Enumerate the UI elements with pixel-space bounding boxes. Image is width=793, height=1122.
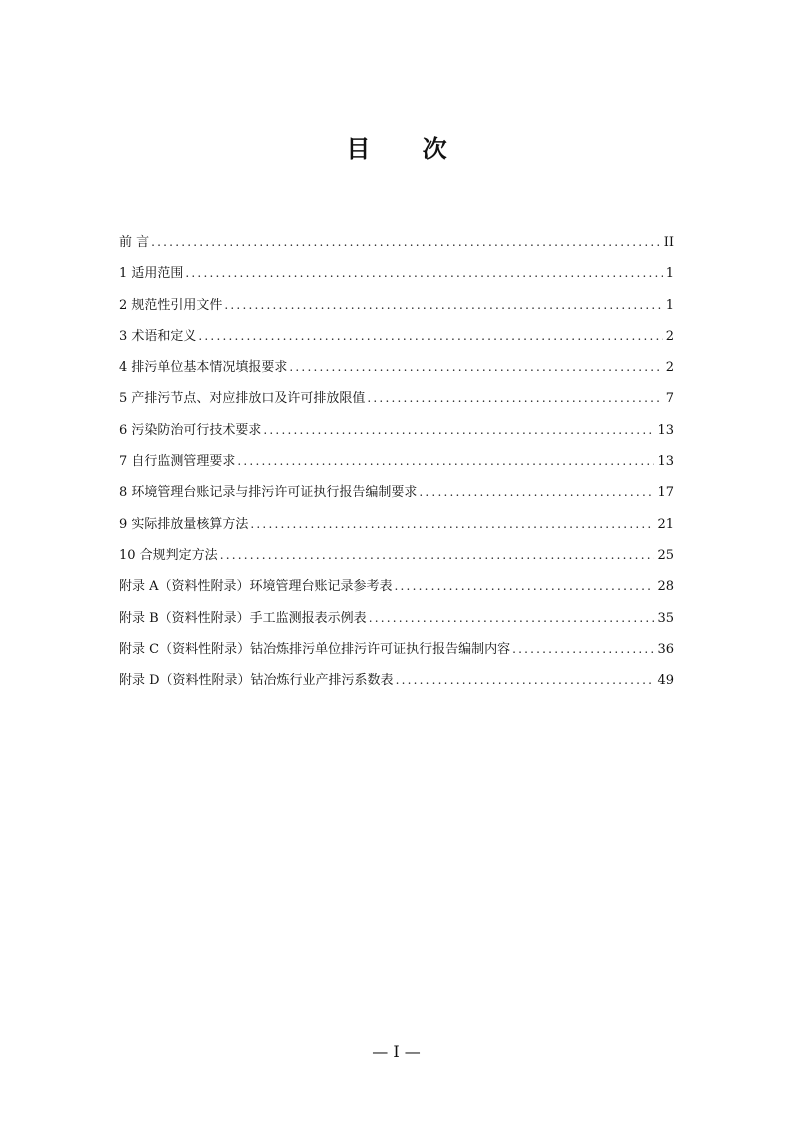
- toc-entry-label: 4 排污单位基本情况填报要求: [119, 360, 288, 376]
- toc-dot-leader: [237, 451, 654, 471]
- toc-entry-foreword[interactable]: [119, 232, 674, 263]
- toc-entry-label: 7 自行监测管理要求: [119, 454, 236, 470]
- toc-page-number: 21: [657, 516, 674, 532]
- toc-page-number: 28: [657, 579, 674, 595]
- toc-dot-leader: [419, 482, 654, 502]
- page-number-footer: — I —: [372, 1042, 421, 1061]
- toc-page-number: 17: [657, 485, 674, 501]
- toc-page-number: 7: [665, 391, 674, 407]
- toc-entry-label: 3 术语和定义: [119, 328, 197, 344]
- toc-entry-label: 前 言: [119, 235, 150, 250]
- toc-entry-compliance-determination[interactable]: [119, 545, 674, 576]
- toc-dot-leader: [198, 326, 662, 346]
- toc-dot-leader: [250, 514, 654, 534]
- toc-entry-scope[interactable]: [119, 263, 674, 294]
- toc-entry-label: 9 实际排放量核算方法: [119, 516, 249, 532]
- toc-dot-leader: [224, 295, 662, 315]
- toc-dot-leader: [369, 608, 655, 628]
- toc-entry-label: 附录 B（资料性附录）手工监测报表示例表: [119, 610, 367, 626]
- toc-page-number: 2: [665, 328, 674, 344]
- toc-entry-label: 附录 D（资料性附录）钴冶炼行业产排污系数表: [119, 673, 394, 689]
- table-of-contents: [119, 232, 674, 701]
- toc-entry-label: 5 产排污节点、对应排放口及许可排放限值: [119, 391, 366, 407]
- toc-entry-normative-references[interactable]: [119, 295, 674, 326]
- toc-page-number: 49: [657, 673, 674, 689]
- toc-entry-basic-info-requirements[interactable]: [119, 357, 674, 388]
- toc-entry-terms-definitions[interactable]: [119, 326, 674, 357]
- toc-dot-leader: [289, 357, 662, 377]
- toc-entry-pollution-control-technology[interactable]: [119, 420, 674, 451]
- toc-page-number: 2: [665, 360, 674, 376]
- toc-entry-self-monitoring[interactable]: [119, 451, 674, 482]
- toc-dot-leader: [151, 232, 661, 252]
- toc-page-number: 25: [657, 547, 674, 563]
- toc-page-number: 1: [665, 266, 674, 282]
- toc-page-number: 35: [657, 610, 674, 626]
- toc-page-number: 13: [657, 454, 674, 470]
- toc-dot-leader: [263, 420, 654, 440]
- toc-page-number: 13: [657, 422, 674, 438]
- toc-page-number: 1: [665, 297, 674, 313]
- toc-dot-leader: [185, 263, 662, 283]
- toc-dot-leader: [395, 576, 655, 596]
- toc-entry-label: 10 合规判定方法: [119, 547, 218, 563]
- toc-dot-leader: [367, 388, 662, 408]
- page-title: 目 次: [346, 135, 469, 163]
- toc-entry-label: 2 规范性引用文件: [119, 297, 223, 313]
- toc-entry-appendix-b[interactable]: [119, 608, 674, 639]
- toc-entry-appendix-a[interactable]: [119, 576, 674, 607]
- toc-dot-leader: [220, 545, 655, 565]
- toc-entry-emission-nodes-limits[interactable]: [119, 388, 674, 419]
- toc-entry-actual-emission-calculation[interactable]: [119, 514, 674, 545]
- toc-entry-label: 1 适用范围: [119, 266, 184, 282]
- toc-entry-ledger-report-requirements[interactable]: [119, 482, 674, 513]
- toc-entry-label: 附录 C（资料性附录）钴冶炼排污单位排污许可证执行报告编制内容: [119, 641, 511, 657]
- toc-page-number: II: [663, 235, 674, 250]
- toc-entry-appendix-c[interactable]: [119, 639, 674, 670]
- toc-entry-label: 6 污染防治可行技术要求: [119, 422, 262, 438]
- toc-dot-leader: [396, 670, 655, 690]
- toc-page-number: 36: [657, 641, 674, 657]
- toc-entry-label: 8 环境管理台账记录与排污许可证执行报告编制要求: [119, 485, 418, 501]
- toc-entry-appendix-d[interactable]: [119, 670, 674, 701]
- toc-entry-label: 附录 A（资料性附录）环境管理台账记录参考表: [119, 579, 393, 595]
- toc-dot-leader: [512, 639, 654, 659]
